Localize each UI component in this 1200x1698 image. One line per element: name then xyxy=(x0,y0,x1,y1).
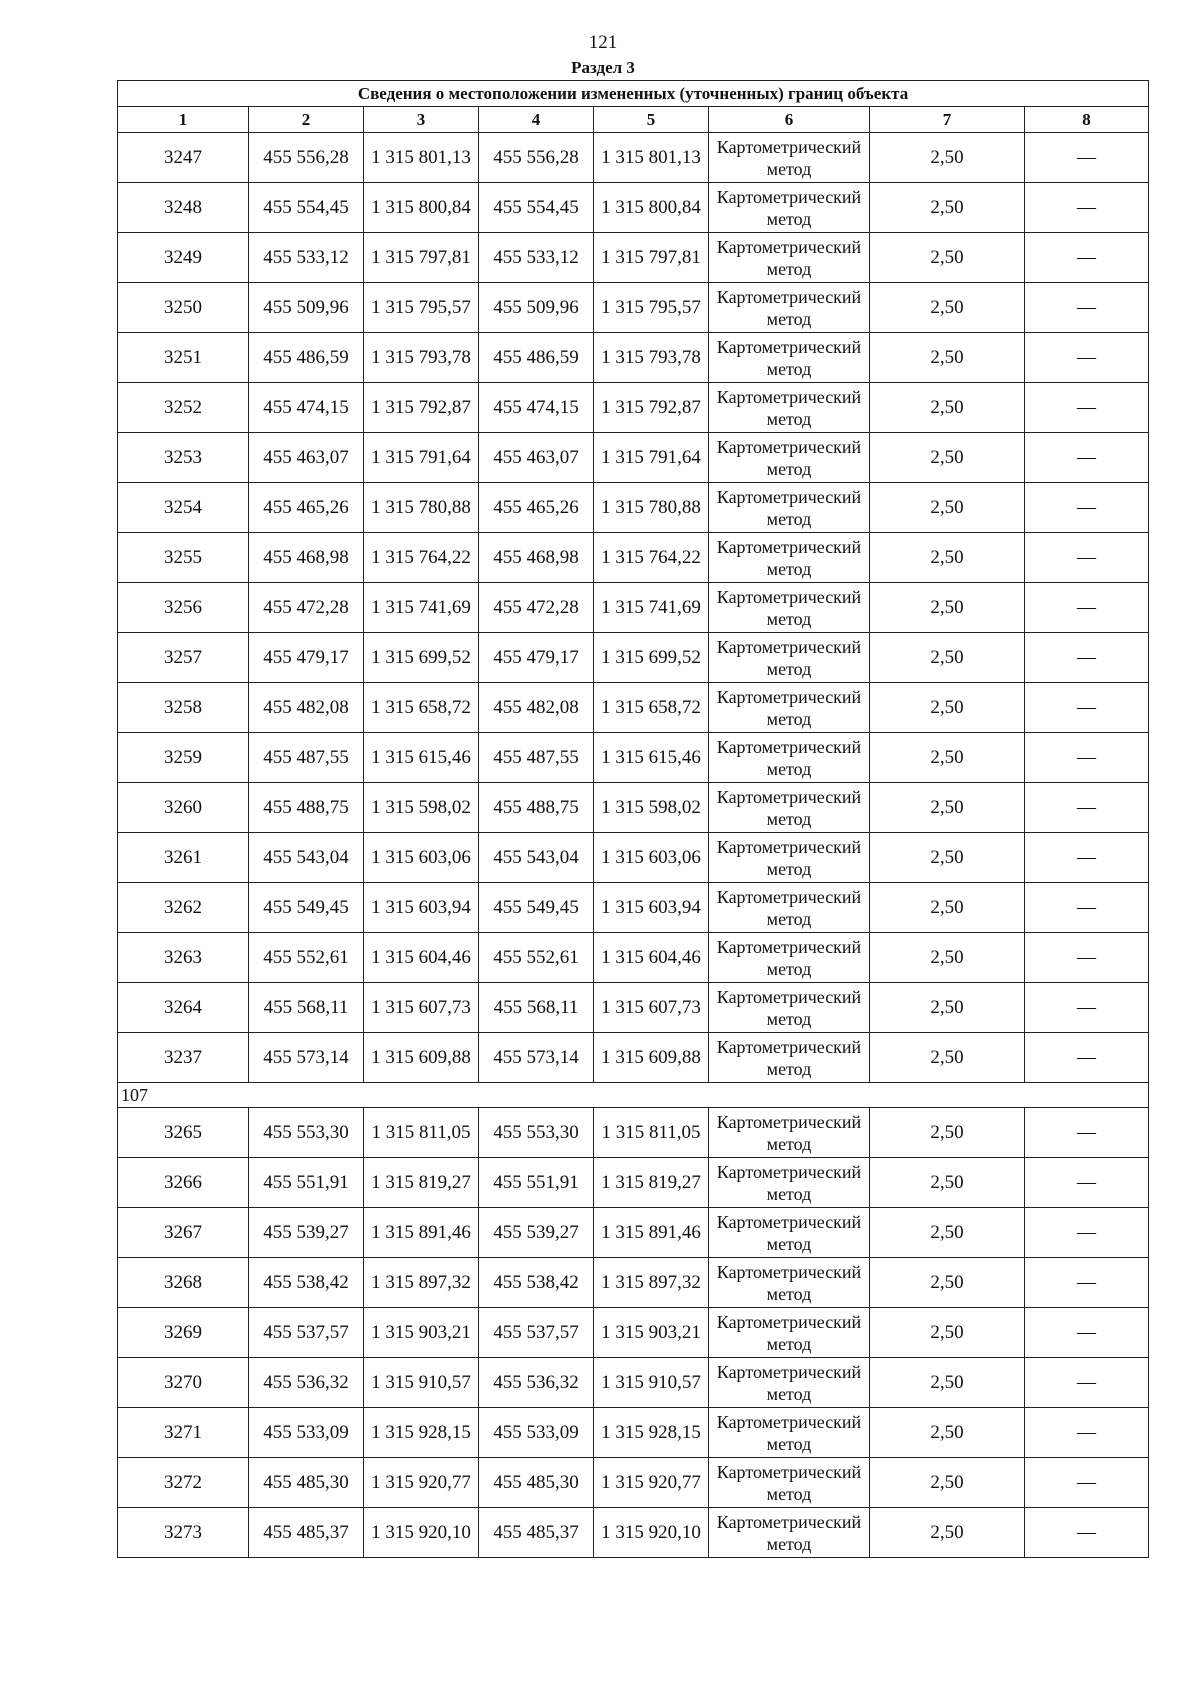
table-cell: 3247 xyxy=(118,133,249,183)
table-cell: 455 468,98 xyxy=(479,533,594,583)
table-title: Сведения о местоположении измененных (уточненных) границ объекта xyxy=(118,81,1149,107)
table-cell: 455 573,14 xyxy=(479,1033,594,1083)
table-cell: 455 536,32 xyxy=(249,1358,364,1408)
table-cell: 455 538,42 xyxy=(479,1258,594,1308)
table-row xyxy=(118,983,1149,1033)
table-cell: 455 472,28 xyxy=(249,583,364,633)
table-cell: 1 315 780,88 xyxy=(364,483,479,533)
table-cell: Картометрический метод xyxy=(709,1308,870,1358)
table-cell: Картометрический метод xyxy=(709,483,870,533)
table-cell: — xyxy=(1025,1158,1149,1208)
table-cell: 1 315 910,57 xyxy=(364,1358,479,1408)
table-cell: Картометрический метод xyxy=(709,683,870,733)
table-cell: — xyxy=(1025,1358,1149,1408)
table-cell: 455 568,11 xyxy=(479,983,594,1033)
table-cell: 1 315 598,02 xyxy=(594,783,709,833)
table-cell: 1 315 920,10 xyxy=(364,1508,479,1558)
table-cell: Картометрический метод xyxy=(709,783,870,833)
table-cell: 455 463,07 xyxy=(249,433,364,483)
table-cell: 2,50 xyxy=(870,983,1025,1033)
table-cell: 455 543,04 xyxy=(479,833,594,883)
table-cell: 1 315 609,88 xyxy=(594,1033,709,1083)
group-label: 107 xyxy=(118,1083,1149,1108)
table-cell: 455 463,07 xyxy=(479,433,594,483)
table-cell: 2,50 xyxy=(870,783,1025,833)
table-row xyxy=(118,1408,1149,1458)
table-cell: 3261 xyxy=(118,833,249,883)
table-row xyxy=(118,733,1149,783)
table-row xyxy=(118,1508,1149,1558)
table-row xyxy=(118,383,1149,433)
table-cell: 1 315 780,88 xyxy=(594,483,709,533)
table-row xyxy=(118,133,1149,183)
table-cell: 2,50 xyxy=(870,1158,1025,1208)
table-cell: 3257 xyxy=(118,633,249,683)
table-cell: — xyxy=(1025,433,1149,483)
table-cell: — xyxy=(1025,1108,1149,1158)
table-row xyxy=(118,333,1149,383)
table-cell: Картометрический метод xyxy=(709,933,870,983)
table-cell: 1 315 741,69 xyxy=(594,583,709,633)
table-cell: 3254 xyxy=(118,483,249,533)
table-row xyxy=(118,583,1149,633)
table-row xyxy=(118,483,1149,533)
table-cell: — xyxy=(1025,283,1149,333)
table-cell: 455 482,08 xyxy=(479,683,594,733)
table-cell: 455 554,45 xyxy=(249,183,364,233)
table-cell: 455 533,12 xyxy=(249,233,364,283)
table-cell: 455 536,32 xyxy=(479,1358,594,1408)
table-cell: — xyxy=(1025,333,1149,383)
table-cell: 1 315 800,84 xyxy=(364,183,479,233)
table-cell: Картометрический метод xyxy=(709,1158,870,1208)
table-cell: 1 315 897,32 xyxy=(594,1258,709,1308)
table-cell: — xyxy=(1025,633,1149,683)
table-cell: 3256 xyxy=(118,583,249,633)
table-cell: 3259 xyxy=(118,733,249,783)
table-cell: — xyxy=(1025,933,1149,983)
table-cell: 2,50 xyxy=(870,883,1025,933)
table-cell: 1 315 928,15 xyxy=(594,1408,709,1458)
table-cell: 455 479,17 xyxy=(479,633,594,683)
table-cell: 3237 xyxy=(118,1033,249,1083)
table-cell: 455 552,61 xyxy=(249,933,364,983)
table-cell: 3255 xyxy=(118,533,249,583)
table-cell: 1 315 811,05 xyxy=(364,1108,479,1158)
table-cell: 455 485,37 xyxy=(249,1508,364,1558)
table-row xyxy=(118,783,1149,833)
table-cell: 455 539,27 xyxy=(249,1208,364,1258)
table-cell: 3262 xyxy=(118,883,249,933)
table-cell: 1 315 797,81 xyxy=(364,233,479,283)
table-cell: 2,50 xyxy=(870,1408,1025,1458)
table-cell: 3273 xyxy=(118,1508,249,1558)
table-cell: — xyxy=(1025,233,1149,283)
table-cell: 3265 xyxy=(118,1108,249,1158)
table-cell: 2,50 xyxy=(870,1208,1025,1258)
table-cell: 455 486,59 xyxy=(479,333,594,383)
table-cell: 1 315 607,73 xyxy=(364,983,479,1033)
table-cell: 3251 xyxy=(118,333,249,383)
table-cell: 455 538,42 xyxy=(249,1258,364,1308)
table-row xyxy=(118,433,1149,483)
table-cell: 1 315 741,69 xyxy=(364,583,479,633)
table-cell: 455 568,11 xyxy=(249,983,364,1033)
column-header: 8 xyxy=(1025,107,1149,133)
table-cell: Картометрический метод xyxy=(709,883,870,933)
table-cell: Картометрический метод xyxy=(709,533,870,583)
column-header: 1 xyxy=(118,107,249,133)
table-cell: 2,50 xyxy=(870,183,1025,233)
table-cell: 1 315 903,21 xyxy=(594,1308,709,1358)
table-cell: 1 315 607,73 xyxy=(594,983,709,1033)
table-cell: 455 488,75 xyxy=(479,783,594,833)
table-cell: 455 479,17 xyxy=(249,633,364,683)
table-row xyxy=(118,283,1149,333)
column-header: 2 xyxy=(249,107,364,133)
table-cell: 3266 xyxy=(118,1158,249,1208)
table-cell: 455 549,45 xyxy=(249,883,364,933)
table-cell: 2,50 xyxy=(870,1033,1025,1083)
table-cell: 1 315 891,46 xyxy=(364,1208,479,1258)
table-cell: 3272 xyxy=(118,1458,249,1508)
table-cell: Картометрический метод xyxy=(709,433,870,483)
table-cell: 1 315 603,94 xyxy=(594,883,709,933)
table-cell: 3270 xyxy=(118,1358,249,1408)
table-cell: Картометрический метод xyxy=(709,1408,870,1458)
table-cell: 1 315 609,88 xyxy=(364,1033,479,1083)
table-cell: 455 553,30 xyxy=(479,1108,594,1158)
table-cell: 3271 xyxy=(118,1408,249,1458)
table-cell: 1 315 801,13 xyxy=(364,133,479,183)
table-cell: Картометрический метод xyxy=(709,1108,870,1158)
table-cell: 1 315 764,22 xyxy=(594,533,709,583)
table-cell: 1 315 792,87 xyxy=(594,383,709,433)
table-cell: 455 554,45 xyxy=(479,183,594,233)
table-cell: 2,50 xyxy=(870,1508,1025,1558)
table-cell: — xyxy=(1025,883,1149,933)
table-cell: 455 487,55 xyxy=(479,733,594,783)
table-cell: 2,50 xyxy=(870,483,1025,533)
table-cell: 455 533,12 xyxy=(479,233,594,283)
table-cell: 455 468,98 xyxy=(249,533,364,583)
table-cell: 455 537,57 xyxy=(479,1308,594,1358)
table-cell: — xyxy=(1025,1033,1149,1083)
table-cell: Картометрический метод xyxy=(709,333,870,383)
table-cell: 3269 xyxy=(118,1308,249,1358)
table-cell: — xyxy=(1025,1508,1149,1558)
table-cell: 2,50 xyxy=(870,833,1025,883)
table-cell: 455 482,08 xyxy=(249,683,364,733)
table-cell: 1 315 797,81 xyxy=(594,233,709,283)
table-cell: 1 315 658,72 xyxy=(594,683,709,733)
column-header: 4 xyxy=(479,107,594,133)
table-cell: 455 539,27 xyxy=(479,1208,594,1258)
table-cell: 1 315 811,05 xyxy=(594,1108,709,1158)
table-cell: 455 486,59 xyxy=(249,333,364,383)
table-cell: 455 553,30 xyxy=(249,1108,364,1158)
table-cell: 1 315 764,22 xyxy=(364,533,479,583)
table-cell: Картометрический метод xyxy=(709,1508,870,1558)
table-cell: 2,50 xyxy=(870,1308,1025,1358)
table-cell: 2,50 xyxy=(870,733,1025,783)
table-row xyxy=(118,1358,1149,1408)
table-cell: — xyxy=(1025,833,1149,883)
table-cell: 455 487,55 xyxy=(249,733,364,783)
table-cell: — xyxy=(1025,1208,1149,1258)
table-cell: 1 315 793,78 xyxy=(364,333,479,383)
table-cell: 3268 xyxy=(118,1258,249,1308)
table-cell: — xyxy=(1025,1458,1149,1508)
table-cell: — xyxy=(1025,133,1149,183)
table-cell: — xyxy=(1025,183,1149,233)
table-cell: 3264 xyxy=(118,983,249,1033)
table-cell: Картометрический метод xyxy=(709,733,870,783)
table-cell: 2,50 xyxy=(870,133,1025,183)
table-cell: Картометрический метод xyxy=(709,183,870,233)
table-cell: 1 315 658,72 xyxy=(364,683,479,733)
table-cell: — xyxy=(1025,483,1149,533)
table-row xyxy=(118,883,1149,933)
column-header: 7 xyxy=(870,107,1025,133)
table-cell: 1 315 615,46 xyxy=(364,733,479,783)
table-row xyxy=(118,1258,1149,1308)
table-cell: 1 315 819,27 xyxy=(364,1158,479,1208)
table-cell: 3250 xyxy=(118,283,249,333)
table-cell: 2,50 xyxy=(870,683,1025,733)
table-cell: 1 315 793,78 xyxy=(594,333,709,383)
table-cell: 455 573,14 xyxy=(249,1033,364,1083)
table-cell: 1 315 928,15 xyxy=(364,1408,479,1458)
table-cell: 1 315 604,46 xyxy=(594,933,709,983)
table-cell: 1 315 699,52 xyxy=(594,633,709,683)
table-cell: 1 315 920,77 xyxy=(364,1458,479,1508)
table-cell: 3249 xyxy=(118,233,249,283)
table-cell: 2,50 xyxy=(870,383,1025,433)
table-cell: 1 315 920,77 xyxy=(594,1458,709,1508)
table-cell: 1 315 903,21 xyxy=(364,1308,479,1358)
table-cell: Картометрический метод xyxy=(709,233,870,283)
table-cell: 3263 xyxy=(118,933,249,983)
table-cell: 1 315 801,13 xyxy=(594,133,709,183)
table-cell: 2,50 xyxy=(870,1358,1025,1408)
table-cell: 3260 xyxy=(118,783,249,833)
table-cell: 455 533,09 xyxy=(249,1408,364,1458)
table-cell: 2,50 xyxy=(870,1108,1025,1158)
page-number: 121 xyxy=(588,32,618,53)
table-cell: 1 315 791,64 xyxy=(594,433,709,483)
table-cell: 455 474,15 xyxy=(479,383,594,433)
table-cell: — xyxy=(1025,1308,1149,1358)
table-cell: Картометрический метод xyxy=(709,633,870,683)
table-cell: 2,50 xyxy=(870,433,1025,483)
table-row xyxy=(118,1208,1149,1258)
table-cell: 455 537,57 xyxy=(249,1308,364,1358)
table-cell: 1 315 800,84 xyxy=(594,183,709,233)
table-cell: 2,50 xyxy=(870,1458,1025,1508)
column-header: 6 xyxy=(709,107,870,133)
table-cell: Картометрический метод xyxy=(709,983,870,1033)
table-cell: 455 472,28 xyxy=(479,583,594,633)
table-cell: Картометрический метод xyxy=(709,1258,870,1308)
table-cell: 455 533,09 xyxy=(479,1408,594,1458)
column-header: 5 xyxy=(594,107,709,133)
table-cell: 1 315 897,32 xyxy=(364,1258,479,1308)
table-cell: 455 556,28 xyxy=(249,133,364,183)
table-cell: 455 543,04 xyxy=(249,833,364,883)
table-row xyxy=(118,1308,1149,1358)
table-cell: 1 315 791,64 xyxy=(364,433,479,483)
table-cell: Картометрический метод xyxy=(709,1033,870,1083)
table-cell: 3267 xyxy=(118,1208,249,1258)
table-cell: 2,50 xyxy=(870,633,1025,683)
section-title: Раздел 3 xyxy=(571,58,635,77)
group-row xyxy=(118,1083,1149,1108)
table-cell: 1 315 891,46 xyxy=(594,1208,709,1258)
table-cell: 2,50 xyxy=(870,583,1025,633)
table-cell: 1 315 604,46 xyxy=(364,933,479,983)
table-cell: 1 315 795,57 xyxy=(594,283,709,333)
table-cell: 2,50 xyxy=(870,533,1025,583)
table-cell: — xyxy=(1025,733,1149,783)
table-cell: 455 556,28 xyxy=(479,133,594,183)
table-cell: Картометрический метод xyxy=(709,1458,870,1508)
table-cell: 1 315 910,57 xyxy=(594,1358,709,1408)
table-cell: 455 488,75 xyxy=(249,783,364,833)
table-body xyxy=(118,133,1149,1558)
table-cell: 1 315 615,46 xyxy=(594,733,709,783)
table-cell: — xyxy=(1025,1408,1149,1458)
table-cell: 2,50 xyxy=(870,1258,1025,1308)
table-cell: Картометрический метод xyxy=(709,283,870,333)
table-cell: Картометрический метод xyxy=(709,833,870,883)
table-row xyxy=(118,933,1149,983)
table-cell: 455 485,30 xyxy=(249,1458,364,1508)
table-row xyxy=(118,1158,1149,1208)
table-cell: 455 485,30 xyxy=(479,1458,594,1508)
table-row xyxy=(118,1033,1149,1083)
table-cell: 455 474,15 xyxy=(249,383,364,433)
table-row xyxy=(118,1458,1149,1508)
table-cell: 455 551,91 xyxy=(479,1158,594,1208)
table-row xyxy=(118,1108,1149,1158)
coordinates-table xyxy=(117,80,1149,1558)
table-cell: 455 509,96 xyxy=(249,283,364,333)
table-cell: 1 315 699,52 xyxy=(364,633,479,683)
table-cell: Картометрический метод xyxy=(709,1358,870,1408)
table-cell: — xyxy=(1025,783,1149,833)
table-cell: — xyxy=(1025,533,1149,583)
table-cell: — xyxy=(1025,683,1149,733)
table-cell: — xyxy=(1025,383,1149,433)
table-cell: 455 509,96 xyxy=(479,283,594,333)
table-cell: — xyxy=(1025,1258,1149,1308)
table-cell: 455 465,26 xyxy=(479,483,594,533)
table-cell: Картометрический метод xyxy=(709,1208,870,1258)
table-cell: 1 315 603,06 xyxy=(364,833,479,883)
table-cell: 455 551,91 xyxy=(249,1158,364,1208)
table-cell: 3252 xyxy=(118,383,249,433)
table-row xyxy=(118,183,1149,233)
table-cell: 3258 xyxy=(118,683,249,733)
table-cell: Картометрический метод xyxy=(709,583,870,633)
table-cell: 1 315 603,06 xyxy=(594,833,709,883)
table-cell: 1 315 920,10 xyxy=(594,1508,709,1558)
table-cell: 2,50 xyxy=(870,333,1025,383)
table-cell: Картометрический метод xyxy=(709,383,870,433)
table-cell: 1 315 819,27 xyxy=(594,1158,709,1208)
table-cell: 455 465,26 xyxy=(249,483,364,533)
table-cell: 3248 xyxy=(118,183,249,233)
table-cell: 1 315 795,57 xyxy=(364,283,479,333)
table-cell: — xyxy=(1025,583,1149,633)
table-cell: 455 549,45 xyxy=(479,883,594,933)
table-cell: 3253 xyxy=(118,433,249,483)
table-cell: 455 485,37 xyxy=(479,1508,594,1558)
table-cell: 1 315 598,02 xyxy=(364,783,479,833)
table-cell: 1 315 792,87 xyxy=(364,383,479,433)
table-row xyxy=(118,233,1149,283)
table-cell: 2,50 xyxy=(870,933,1025,983)
table-cell: 1 315 603,94 xyxy=(364,883,479,933)
column-header: 3 xyxy=(364,107,479,133)
table-cell: — xyxy=(1025,983,1149,1033)
table-cell: 2,50 xyxy=(870,233,1025,283)
table-cell: Картометрический метод xyxy=(709,133,870,183)
table-row xyxy=(118,633,1149,683)
table-row xyxy=(118,683,1149,733)
table-row xyxy=(118,833,1149,883)
table-cell: 455 552,61 xyxy=(479,933,594,983)
table-cell: 2,50 xyxy=(870,283,1025,333)
table-row xyxy=(118,533,1149,583)
